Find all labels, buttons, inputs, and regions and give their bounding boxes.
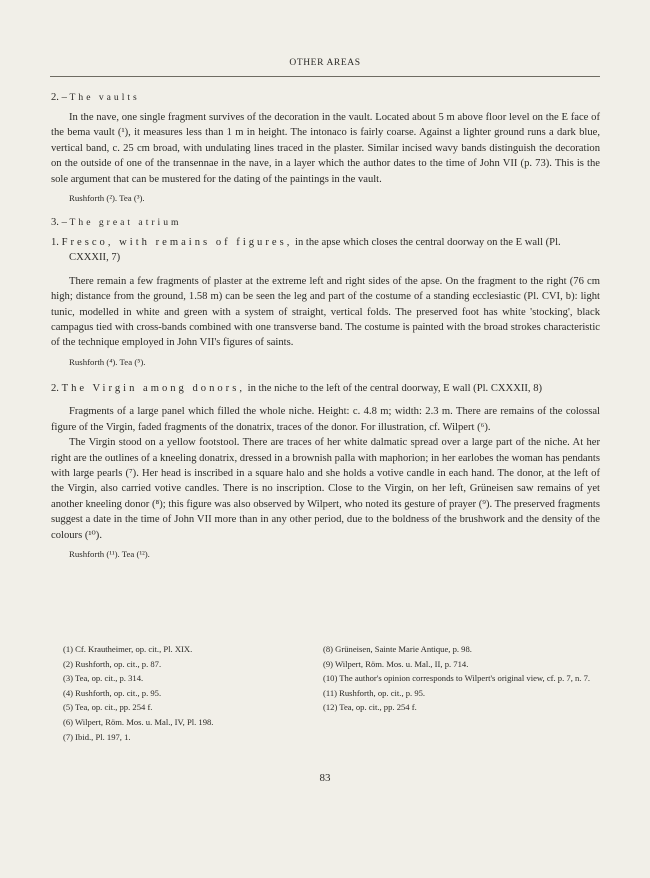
- section-title: The vaults: [69, 92, 140, 103]
- footnotes: [63, 642, 603, 744]
- footnote: (10) The author's opinion corresponds to Wilpert's original view, cf. p. 7, n. 7.: [323, 673, 591, 684]
- item-heading-rest: in the apse which closes the central doorway on the E wall (Pl. CXXXII, 7): [69, 237, 561, 264]
- section-heading-vaults: [51, 92, 600, 103]
- running-head: OTHER AREAS: [289, 58, 361, 68]
- bibliography-vaults: Rushforth (²). Tea (³).: [69, 193, 145, 204]
- footnote: (4) Rushforth, op. cit., p. 95.: [63, 687, 162, 698]
- footnotes-right-column: [323, 642, 603, 744]
- item-title: Fresco, with remains of figures,: [61, 237, 293, 249]
- paragraph-virgin-1: Fragments of a large panel which filled the whole niche. Height: c. 4.8 m; width: 2.3 m. There are remains of the colossal figure of the Virgin, faded fragments of the donatrix, traces of the donor. For illustration, cf. Wilpert (⁶).: [51, 406, 600, 433]
- section-heading-atrium: [51, 217, 600, 228]
- footnote: (6) Wilpert, Röm. Mos. u. Mal., IV, Pl. 198.: [63, 716, 214, 727]
- footnote: (3) Tea, op. cit., p. 314.: [63, 673, 144, 684]
- footnote: (2) Rushforth, op. cit., p. 87.: [63, 658, 162, 669]
- body-text: [51, 92, 600, 559]
- item-number: 1.: [51, 237, 59, 249]
- bibliography-virgin: Rushforth (¹¹). Tea (¹²).: [69, 548, 150, 559]
- section-number: 2. –: [51, 92, 67, 103]
- item-number: 2.: [51, 382, 59, 394]
- header-rule: [50, 76, 600, 77]
- paragraph-vaults: In the nave, one single fragment survives of the decoration in the vault. Located about 5 m above floor level on the E face of the bema vault (¹), it measures less than 1 m in height. The intonaco is fairly coarse. Against a lighter ground runs a dark blue, vertical band, c. 25 cm broad, with undulating lines traced in the plaster. Similar incised wavy bands distinguish the decoration on the outside of one of the transennae in the nave, in a layer which the author dates to the time of John VII (p. 73). This is the sole argument that can be mustered for the dating of the paintings in the vault.: [51, 112, 600, 185]
- footnote: (12) Tea, op. cit., pp. 254 f.: [323, 702, 417, 713]
- footnote: (11) Rushforth, op. cit., p. 95.: [323, 687, 426, 698]
- footnote: (8) Grüneisen, Sainte Marie Antique, p. 98.: [323, 644, 472, 654]
- page-number: 83: [319, 772, 331, 784]
- paragraph-virgin-2: The Virgin stood on a yellow footstool. There are traces of her white dalmatic spread over a large part of the niche. At her right are the outlines of a kneeling donatrix, dressed in a brownish palla with maphorion; in her earlobes the woman has pendants with large pearls (⁷). Her head is inscribed in a square halo and she holds a votive candle in each hand. The donor, at the left of the Virgin, also carried votive candles. There is no inscription. Close to the Virgin, on her left, Grüneisen saw remains of yet another kneeling donor (⁸); this figure was also observed by Wilpert, who noted its gesture of prayer (⁹). The preserved fragments suggest a date in the time of John VII more than in any other period, due to the boldness of the brushwork and the density of the colours (¹⁰).: [51, 437, 600, 541]
- section-number: 3. –: [51, 217, 67, 229]
- footnote: (1) Cf. Krautheimer, op. cit., Pl. XIX.: [63, 644, 193, 654]
- item-heading-rest: in the niche to the left of the central doorway, E wall (Pl. CXXXII, 8): [247, 382, 543, 394]
- section-title: The great atrium: [69, 217, 182, 229]
- item-heading-fresco: [51, 235, 600, 266]
- paragraph-fresco: There remain a few fragments of plaster at the extreme left and right sides of the apse. On the fragment to the right (76 cm high; distance from the ground, 1.58 m) can be seen the leg and part of the costume of a standing ecclesiastic (Pl. CVI, b): light tunic, modelled in white and green with a system of straight, vertical folds. The preserved foot has white 'stocking', black campagus tied with cross-bands combined with one transverse band. The costume is painted with the broad strokes characteristic of the technique employed in John VII's figures of saints.: [51, 275, 600, 349]
- footnote: (7) Ibid., Pl. 197, 1.: [63, 731, 131, 742]
- item-title: The Virgin among donors,: [61, 382, 245, 394]
- footnote: (5) Tea, op. cit., pp. 254 f.: [63, 702, 153, 713]
- bibliography-fresco: Rushforth (⁴). Tea (⁵).: [69, 356, 146, 367]
- footnotes-left-column: [63, 642, 303, 744]
- item-heading-virgin: [51, 381, 600, 396]
- footnote: (9) Wilpert, Röm. Mos. u. Mal., II, p. 714.: [323, 658, 469, 669]
